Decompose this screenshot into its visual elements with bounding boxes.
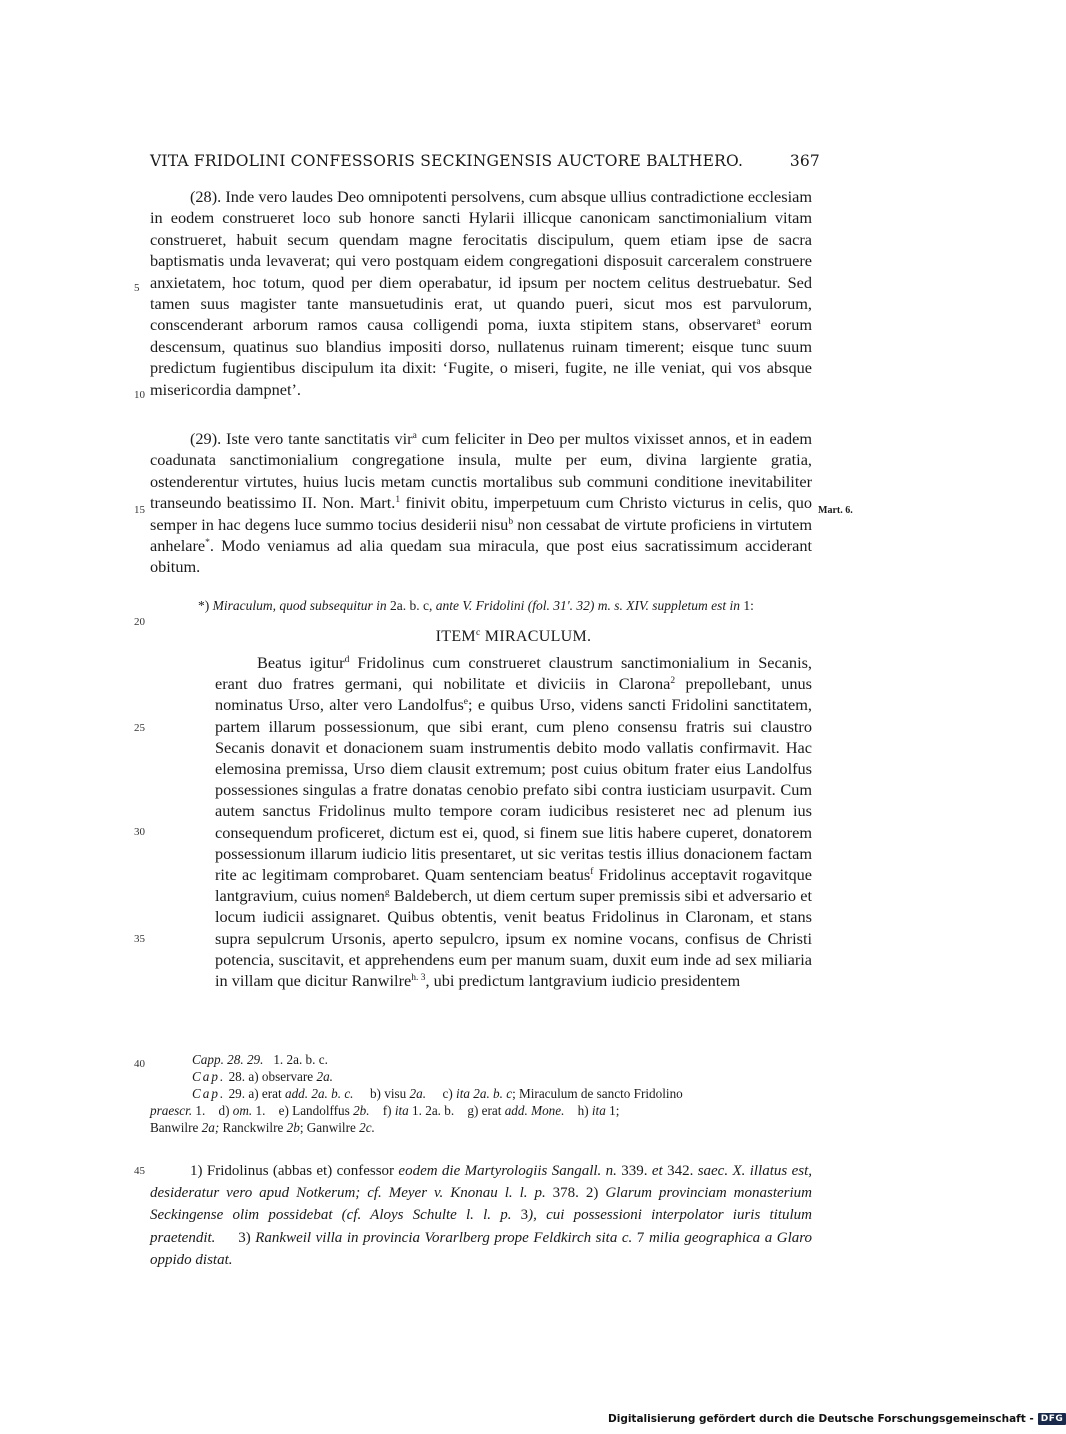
miracle-t4: ; e quibus Urso, videns sancti Fridolini sanctitatem, partem illarum possessionum, que sibi erant, cum pleno consensu fratris sui claustro Secanis donavit et donacionem suam instrumentis debito modo vallatis confirmavit. Hac elemosina premissa, Urso diem clausit extremum; post cuius obitum frater eius Landolfus possessiones singulas a fratre donatas cenobio prefato sibi contra iusticiam usurpavit. Cum autem sanctus Fridolinus multo tempore coram iudicibus resisteret nec ad plenum ius consequendum proficeret, dictum est ei, quod, si finem sue litis habere cuperet, donatorem possessionum illarum iudicio litis presentaret, ut sic veritas testis illius donacionem factam rite ac legitimam comprobaret. Quam sentenciam beatus <box>215 695 812 885</box>
star-mark: * <box>205 538 210 549</box>
footnote-mark: 2 <box>670 676 676 687</box>
app-l1b: 1. 2a. b. c. <box>273 1052 328 1067</box>
fn2-b: Glarum provinciam monasterium Seckingense olim possidebat (cf. Aloys Schulte l. l. p. <box>150 1185 812 1224</box>
app-l4j: h) <box>577 1103 589 1118</box>
chapter-28-number: (28). <box>190 187 222 206</box>
digitization-text: Digitalisierung gefördert durch die Deutsche Forschungsgemeinschaft - <box>608 1413 1034 1425</box>
fn2-c: 3 <box>520 1207 529 1224</box>
fn3-d: milia geographica a Glaro oppido distat. <box>150 1229 813 1268</box>
apparatus-line-3 <box>150 1085 812 1102</box>
star-note <box>198 597 812 614</box>
line-number-15: 15 <box>134 504 145 516</box>
app-l4c: om. <box>232 1103 253 1118</box>
miracle-t5: Fridolinus acceptavit rogavitque lantgravium, cuius nomen <box>215 865 812 906</box>
running-header <box>150 152 820 170</box>
app-l3b: 29. a) erat <box>228 1086 282 1101</box>
fn3-a: 3) <box>238 1229 251 1246</box>
chapter-28-text-b: eorum descensum, quatinus suo blandius impositi dorso, nullatenus ruinam timerent; eisque tunc suum predictum fugientibus discipulum ita dixit: ‘Fugite, o miseri, fugite, ne ille veniat, qui vos absque misericordia dampnet’. <box>150 315 812 399</box>
margin-date-note: Mart. 6. <box>818 505 853 516</box>
star-note-text-a: Miraculum, quod subsequitur in <box>212 598 387 613</box>
app-l3c: add. <box>284 1086 309 1101</box>
app-l2b: 28. a) observare <box>228 1069 314 1084</box>
app-l2a: Cap. <box>192 1069 226 1084</box>
app-l4l: 1; <box>609 1103 620 1118</box>
variant-mark: f <box>590 867 594 878</box>
apparatus-line-5 <box>150 1119 812 1136</box>
app-l1a: Capp. 28. 29. <box>192 1052 264 1067</box>
chapter-29-text-c: finivit obitu, imperpetuum cum Christo victurus in celis, quo semper in hac degens luce summo tocius desiderii nisu <box>150 493 812 534</box>
chapter-29-text-b: cum feliciter in Deo per multos vixisset annos, et in eadem coadunata sanctimonialium congregatione insula, multe per eum, divina largiente gratia, ostenderentur virtutes, huius lucis metam cunctis mortalibus sub communi conditione inevitabiliter transeundo beatissimo II. Non. Mart. <box>150 429 813 513</box>
footnote-1 <box>150 1160 812 1271</box>
variant-mark: a <box>756 317 761 328</box>
app-l3a: Cap. <box>192 1086 226 1101</box>
fn3-b: Rankweil villa in provincia Vorarlberg prope Feldkirch sita c. <box>255 1229 633 1246</box>
app-l3i: 2a. b. c <box>473 1086 513 1101</box>
chapter-28-paragraph <box>150 186 812 400</box>
miracle-t1: Beatus igitur <box>257 653 345 672</box>
app-l4f: f) <box>382 1103 392 1118</box>
item-title-word: ITEM <box>435 628 476 645</box>
app-l4e: 2b. <box>353 1103 370 1118</box>
app-l2c: 2a. <box>316 1069 333 1084</box>
chapter-29-text-e: . Modo veniamus ad alia quedam sua miracula, que post eius sacratissimum acciderant obitum. <box>150 536 812 577</box>
line-number-5: 5 <box>134 282 140 294</box>
miracle-t7: , ubi predictum lantgravium iudicio presidentem <box>425 971 741 991</box>
chapter-29 <box>150 428 812 578</box>
app-l4i: add. Mone. <box>504 1103 565 1118</box>
app-l4k: ita <box>591 1103 606 1118</box>
app-l4b: 1. d) <box>195 1103 230 1118</box>
miracle-paragraph <box>215 652 812 991</box>
chapter-28-text-a: Inde vero laudes Deo omnipotenti persolvens, cum absque ullius contradictione ecclesiam in eodem construeret loco sub honore sancti Hylarii illicque canonicam sanctimonialium vitam construeret, habuit secum quendam magne ferocitatis discipulum, quem etiam ipse de sacra baptismatis unda levaverat; qui vero postquam eidem congregationi disposuit carceralem construere anxietatem, hoc totum, quod per diem operabatur, id ipsum per noctem celitus destruebatur. Sed tamen suus magister tante mansuetudinis erat, ut quando pueri, sicut mos est parvulorum, conscenderant arborum ramos causa colligendi poma, iuxta stipitem stans, observaret <box>150 187 812 335</box>
variant-mark: d <box>344 655 350 665</box>
fn1-e: 342. <box>667 1163 694 1179</box>
miracle-t2: Fridolinus cum construeret claustrum sanctimonialium in Secanis, erant duo fratres germani, qui nobilitate et diviciis in Clarona <box>215 653 813 694</box>
miracle-text <box>215 652 812 991</box>
chapter-29-text-d: non cessabat de virtute proficiens in virtutem anhelare <box>150 514 812 556</box>
variant-mark: b <box>508 516 514 527</box>
line-number-30: 30 <box>134 826 145 838</box>
chapter-29-number: (29). <box>190 429 222 448</box>
miracle-t3: prepollebant, unus nominatus Urso, alter vero Landolfus <box>215 674 812 715</box>
variant-mark: c <box>475 628 481 638</box>
line-number-10: 10 <box>134 389 145 401</box>
star-note-ms-b: 1: <box>743 598 754 613</box>
app-l3g: c) <box>442 1086 453 1101</box>
apparatus-line-1 <box>150 1051 812 1068</box>
line-number-25: 25 <box>134 722 145 734</box>
line-number-40: 40 <box>134 1058 145 1070</box>
line-number-45: 45 <box>134 1165 145 1177</box>
critical-apparatus <box>150 1051 812 1136</box>
app-l4a: praescr. <box>150 1103 193 1118</box>
footnotes <box>150 1160 812 1271</box>
fn1-d: et <box>651 1163 663 1179</box>
app-l5e: ; Ganwilre <box>299 1120 356 1135</box>
item-title-word2: MIRACULUM. <box>484 628 592 645</box>
fn1-a: 1) Fridolinus (abbas et) confessor <box>190 1163 395 1179</box>
variant-mark: a <box>412 431 417 441</box>
app-l3h: ita <box>456 1086 470 1101</box>
page-number: 367 <box>789 152 820 170</box>
line-number-35: 35 <box>134 933 145 945</box>
fn2-a: 2) <box>585 1185 599 1202</box>
star-note-mark: *) <box>198 598 210 613</box>
app-l5f: 2c. <box>359 1120 375 1135</box>
footnote-mark: 1 <box>395 495 401 506</box>
line-number-20: 20 <box>134 616 145 628</box>
item-miraculum-title <box>215 628 812 646</box>
app-l3j: ; Miraculum de sancto Fridolino <box>512 1086 683 1101</box>
app-l4d: 1. e) Landolffus <box>255 1103 350 1118</box>
chapter-28 <box>150 186 812 400</box>
fn3-c: 7 <box>636 1229 645 1246</box>
chapter-29-text-a: Iste vero tante sanctitatis vir <box>226 429 413 448</box>
star-note-ms-a: 2a. b. c, <box>390 598 433 613</box>
app-l5c: Ranckwilre <box>222 1120 284 1135</box>
app-l3e: b) visu <box>369 1086 407 1101</box>
app-l4g: ita <box>394 1103 409 1118</box>
app-l5d: 2b <box>286 1120 300 1135</box>
fn1-c: 339. <box>621 1163 648 1179</box>
miracle-t6: Baldeberch, ut diem certum super premissis sibi et adversario et locum iudicii assignaret. Quibus obtentis, venit beatus Fridolinus in Claronam, et stans supra sepulcrum Ursonis, aperto sepulcro, ipsum ex nomine vocans, confisus de Christi potencia, suscitavit, et apprehendens eum per manum suam, duxit eum inde ad sex miliaria in villam que dicitur Ranwilre <box>215 886 812 991</box>
star-note-text-b: ante V. Fridolini (fol. 31'. 32) m. s. XIV. suppletum est in <box>435 598 740 613</box>
variant-mark: h. 3 <box>411 973 426 984</box>
app-l4h: 1. 2a. b. g) erat <box>412 1103 502 1118</box>
app-l3f: 2a. <box>409 1086 426 1101</box>
fn2-d: ), cui possessioni interpolator iuris titulum praetendit. <box>150 1207 812 1246</box>
dfg-logo: DFG <box>1038 1413 1066 1425</box>
fn1-f: saec. X. illatus est, desideratur vero apud Notkerum; cf. Meyer v. Knonau l. l. p. <box>150 1163 812 1202</box>
app-l3d: 2a. b. c. <box>311 1086 354 1101</box>
app-l5a: Banwilre <box>150 1120 199 1135</box>
fn1-b: eodem die Martyrologiis Sangall. n. <box>398 1163 617 1179</box>
apparatus-line-2 <box>150 1068 812 1085</box>
digitization-credit <box>608 1413 1066 1425</box>
variant-mark: e <box>463 697 469 708</box>
fn1-g: 378. <box>552 1185 579 1202</box>
chapter-29-paragraph <box>150 428 812 578</box>
running-title: VITA FRIDOLINI CONFESSORIS SECKINGENSIS AUCTORE BALTHERO. <box>150 152 744 170</box>
variant-mark: g <box>384 888 390 899</box>
app-l5b: 2a; <box>201 1120 220 1135</box>
apparatus-line-4 <box>150 1102 812 1119</box>
